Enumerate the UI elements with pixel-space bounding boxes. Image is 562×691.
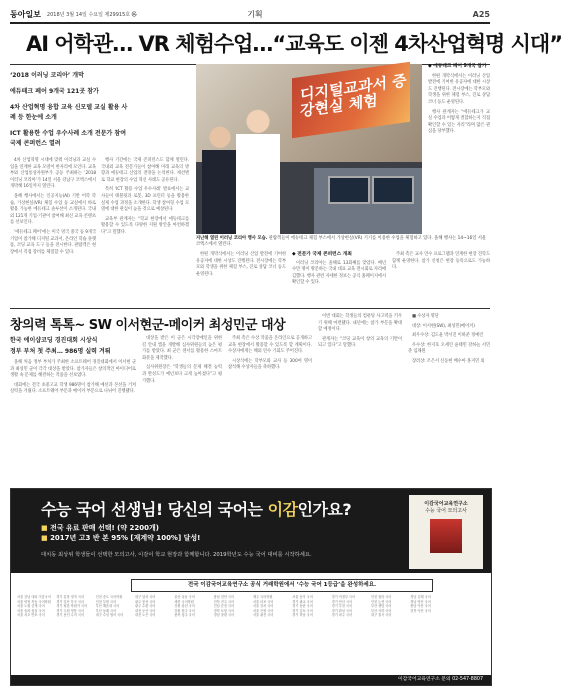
school-entry: 서울 송파 잠실 국어 <box>17 608 45 613</box>
caption-title: 지난해 열린 이러닝 코리아 행사 모습. <box>196 236 268 241</box>
paragraph: 시상식에는 학부모와 교사 등 300여 명이 참석해 수상자들을 축하했다. <box>228 358 312 371</box>
school-entry: 경남 양산 국어 <box>410 599 431 604</box>
ad-title-highlight: 이감 <box>267 500 298 519</box>
school-entry: 강원 원주 국어 <box>174 608 195 613</box>
paragraph: 행사 기간에는 국제 콘퍼런스도 함께 열린다. 국내외 교육 전문가들이 참여해 미래 교육의 방향과 에듀테크 산업의 전망을 논의한다. 세션별로 학교 현장의 수업 혁신 사례도 공유된다. <box>101 158 189 183</box>
school-entry: 대전 둔산 국어 <box>134 608 156 613</box>
school-entry: 경기 용인 수지 국어 <box>56 613 85 618</box>
school-entry: 인천 청라 국어 <box>370 595 392 599</box>
ad-title-text: 인가요? <box>297 500 352 519</box>
ad-book <box>409 495 483 569</box>
school-entry: 서울 동작 국어 <box>292 595 313 599</box>
paragraph: 최우수상: 김도윤 박서진 이하준 정예린 <box>412 333 484 339</box>
deck-line: 한국 에이샵코딩 경진대회 시상식 <box>10 337 98 344</box>
deck-line: 에듀테크 페어 9개국 121곳 참가 <box>10 88 99 95</box>
school-entry: 충남 천안 국어 <box>213 595 235 599</box>
school-entry: 경기 동탄 국어 <box>292 604 313 609</box>
school-entry: 경기 화성 국어 <box>331 608 353 613</box>
school-entry: 광주 수완 국어 <box>134 604 156 609</box>
paragraph: 특히 ‘ICT 활용 수업 우수사례’ 발표에서는 교사들이 태블릿과 로봇, 3D 프린터 등을 활용한 실제 수업 과정을 소개한다. 학생 참여형 수업 모델에 대한 관심이 높을 것으로 예상된다. <box>101 187 189 213</box>
paragraph: 행사 관계자는 “에듀테크가 교실 수업과 어떻게 결합하는지 직접 확인할 수 있는 자리”라며 많은 관심을 당부했다. <box>428 109 490 135</box>
article2-column <box>228 336 312 480</box>
school-list <box>17 595 485 671</box>
paragraph: 이러닝 코리아는 올해로 13회째를 맞았다. 매년 수만 명이 방문하는 국내 대표 교육 전시회로 자리매김했다. 행사 관련 자세한 정보는 공식 홈페이지에서 확인할 수 있다. <box>292 260 386 286</box>
ad-title <box>41 497 351 520</box>
screen <box>328 176 370 204</box>
paragraph: 대회에는 전국 초중고교 학생 986명이 참가해 예선과 본선을 거쳐 실력을 겨뤘다. 소프트웨어 부문과 메이커 부문으로 나뉘어 진행됐다. <box>10 382 136 395</box>
article1-deck <box>10 71 128 155</box>
school-entry: 서울 양천 목동 국어학원 <box>17 599 51 604</box>
advertisement <box>10 488 492 686</box>
paragraph: 심사위원장은 “학생들의 문제 해결 능력과 완성도가 예년보다 크게 높아졌다”고 평가했다. <box>142 365 222 384</box>
paragraph: 한편 개막식에서는 이러닝 산업 발전에 기여한 유공자에 대한 시상도 진행된다. 전시장에는 학부모와 학생을 위한 체험 부스, 진로 상담 코너 등도 운영된다. <box>196 252 286 277</box>
issue-info: 2018년 3월 14일 수요일 제29915호 ㉿ <box>46 11 137 18</box>
school-entry: 전북 익산 국어 <box>410 608 431 613</box>
article2-column <box>408 314 490 480</box>
paragraph: ‘에듀테크 페어’에는 미국 영국 중국 등 9개국 기업이 참가해 디지털 교과서, 온라인 학습 플랫폼, 코딩 교육 도구 등을 전시한다. 관람객은 현장에서 직접 장비를 체험할 수 있다. <box>10 229 96 255</box>
banner-text: 디지털교과서 증강현실 체험 <box>300 71 407 121</box>
paragraph: 주최 측은 교사 연수 프로그램과 연계한 현장 견학도 함께 운영한다. 참가 신청은 현장 등록으로도 가능하다. <box>392 252 490 271</box>
school-entry: 울산 옥동 국어 <box>174 595 195 599</box>
screen <box>372 176 414 204</box>
ad-footer: 이감국어교육연구소 문의 02-547-8807 <box>11 675 491 685</box>
article1-column <box>101 158 189 306</box>
deck-line: ICT 활용한 수업 우수사례 소개 전문가 참여 국제 콘퍼런스 열려 <box>10 130 126 147</box>
school-entry: 경기 하남 국어 <box>292 613 313 618</box>
school-entry: 인천 논현 국어 <box>370 599 392 604</box>
ad-title-text: 수능 국어 선생님! 당신의 국어는 <box>41 500 268 519</box>
school-entry: 서울 강남 대치 이감국어 <box>17 595 51 599</box>
school-entry: 강원 춘천 국어 <box>174 604 195 609</box>
school-entry: 세종 국어학원 <box>174 599 194 604</box>
person <box>234 106 282 234</box>
school-entry: 경기 의정부 국어 <box>331 595 356 599</box>
divider <box>10 308 490 309</box>
photo-banner <box>292 62 410 139</box>
article2-headline: 창의력 톡톡~ SW 이서현군-메이커 최성민군 대상 <box>10 318 286 333</box>
paragraph: 올해 처음 정부 부처가 주최한 소프트웨어 경진대회에서 이서현 군과 최성민 군이 각각 대상을 받았다. 참가자들은 창의적인 아이디어로 생활 속 문제를 해결하는 작품을 선보였다. <box>10 360 136 379</box>
paragraph: 교육부 관계자는 “학교 현장에서 에듀테크를 활용할 수 있도록 다양한 지원 방안을 마련하겠다”고 말했다. <box>101 216 189 235</box>
paragraph: 대상을 받은 이 군은 시각장애인을 위한 길 안내 앱을 개발해 심사위원들의 높은 평가를 받았다. 최 군은 센서를 활용한 스마트 화분을 제작했다. <box>142 336 222 361</box>
article2-deck <box>10 336 136 358</box>
school-entry: 경북 포항 국어 <box>213 608 235 613</box>
school-entry: 서울 은평 국어 <box>252 608 274 613</box>
ad-band: 전국 이감국어교육연구소 공식 거래학원에서 ‘수능 국어 1등급’을 완성하세요. <box>131 579 433 592</box>
book-cover <box>430 519 462 553</box>
masthead <box>10 6 490 24</box>
event-photo <box>196 64 422 234</box>
school-entry: 경기 광교 국어 <box>292 599 313 604</box>
subhead: ◆ 전문가 국제 콘퍼런스 개최 <box>292 252 352 257</box>
school-entry: 제주 국어학원 <box>252 595 273 599</box>
ad-bullets <box>41 523 200 543</box>
page-number: A25 <box>472 9 490 19</box>
school-entry: 대구 달서 국어 <box>134 595 156 599</box>
newspaper-logo: 동아일보 <box>10 8 41 19</box>
ad-bullet: ■ 전국 유료 판매 선택! (약 2200개) <box>41 523 200 533</box>
article1-column <box>10 158 96 306</box>
ad-copy: 대치동 최상위 학생들이 선택한 모의고사, 이감이 학교 현장과 함께합니다. 2019학년도 수능 국어 대비를 시작하세요. <box>41 552 312 558</box>
school-entry: 서울 강서 국어 <box>252 604 274 609</box>
school-entry: 경기 수원 영통 국어 <box>56 608 85 613</box>
article2-column <box>10 360 136 480</box>
ad-banner <box>11 489 491 573</box>
paragraph: 4차 산업혁명 시대에 맞춰 이러닝과 교실 수업을 연계한 교육 모델이 한자리에 모인다. 교육부와 산업통상자원부가 공동 주최하는 ‘2018 이러닝 코리아’가 14일 서울 강남구 코엑스에서 개막해 16일까지 열린다. <box>10 158 96 190</box>
school-entry: 서울 노원 중계 국어 <box>17 604 45 609</box>
school-entry: 인천 송도 국어학원 <box>95 595 123 599</box>
school-entry: 서울 광진 국어 <box>252 613 274 618</box>
school-entry: 서울 마포 국어 <box>252 599 274 604</box>
paragraph: 올해 행사에서는 인공지능(AI) 기반 어학 학습, 가상현실(VR) 체험 수업 등 교실에서 바로 활용 가능한 에듀테크 솔루션이 소개된다. 국내외 121개 기업·기관이 참여해 최신 교육 콘텐츠를 선보인다. <box>10 193 96 226</box>
school-entry: 경기 일산 후곡 국어 <box>56 599 85 604</box>
school-entry: 경기 부천 국어 <box>331 604 353 609</box>
ad-bullet: ■ 2017년 고3 반 본 95% [재계약 100%] 달성! <box>41 533 200 543</box>
deck-line: 정부 부처 첫 주최… 986명 실력 겨뤄 <box>10 348 111 355</box>
school-entry: 부산 센텀 국어 <box>370 604 392 609</box>
paragraph: 대상: 이서현(SW), 최성민(메이커) <box>412 323 475 329</box>
paragraph: 우수상: 한지호 오세린 윤태민 강하늘 서민준 임채원 <box>408 342 490 355</box>
school-entry: 전남 순천 국어 <box>213 604 235 609</box>
paragraph: 관계자는 “코딩 교육이 창의 교육의 기반이 되고 있다”고 말했다. <box>318 336 402 349</box>
caption-body: 관람객들이 에듀테크 체험 부스에서 가상현실(VR) 기기를 이용한 수업을 체험하고 있다. 올해 행사는 14~16일 서울 코엑스에서 열린다. <box>196 236 487 247</box>
school-entry: 대구 수성 범어 국어 <box>95 613 124 618</box>
article2-column <box>142 336 222 480</box>
school-entry: 경남 창원 국어 <box>213 613 235 618</box>
article1-column <box>196 252 286 306</box>
school-entry: 부산 동래 국어 <box>95 608 117 613</box>
paragraph: ■ 수상자 명단 <box>412 314 439 319</box>
school-entry: 경남 김해 국어 <box>410 595 431 599</box>
school-entry: 부산 사하 국어 <box>370 608 392 613</box>
school-entry: 부산 해운대 국어 <box>95 604 120 609</box>
school-entry: 광주 봉선 국어 <box>134 599 156 604</box>
school-entry: 서울 서초 반포 국어 <box>17 613 45 618</box>
paragraph: 이번 대회는 학생들의 컴퓨팅 사고력을 키우기 위해 마련됐다. 내년에는 참가 부문을 확대할 예정이다. <box>318 314 402 333</box>
subhead: ◆ 에듀테크 페어 9개국 참가 <box>428 64 487 69</box>
deck-line: 4차 산업혁명 융합 교육 신모델 교실 활용 사례 등 한눈에 소개 <box>10 104 128 121</box>
paragraph: 한편 개막식에서는 이러닝 산업 발전에 기여한 유공자에 대한 시상도 진행된다. 전시장에는 학부모와 학생을 위한 체험 부스, 진로 상담 코너 등도 운영된다. <box>428 73 490 105</box>
school-entry: 대구 칠곡 국어 <box>370 613 392 618</box>
article1-column <box>292 252 386 306</box>
book-publisher: 이감국어교육연구소 <box>424 501 468 507</box>
article2-column <box>318 314 402 480</box>
school-entry: 경기 평촌 학원가 국어 <box>56 604 88 609</box>
paragraph: 장려상: 조은서 신동현 배수아 홍지민 외 <box>412 358 485 364</box>
article1-column <box>392 252 490 306</box>
article1-column <box>428 64 490 232</box>
article1-headline: AI 어학관… VR 체험수업…“교육도 이젠 4차산업혁명 시대” <box>26 32 562 56</box>
school-entry: 충남 아산 국어 <box>410 604 431 609</box>
book-title: 수능 국어 모의고사 <box>425 508 467 514</box>
section-label: 기획 <box>247 9 263 19</box>
school-entry: 경기 김포 국어 <box>292 608 313 613</box>
school-entry: 경기 안산 국어 <box>331 599 353 604</box>
school-entry: 경기 파주 국어 <box>331 613 353 618</box>
school-entry: 전북 전주 국어 <box>213 599 235 604</box>
school-entry: 충북 청주 국어 <box>174 613 195 618</box>
photo-caption <box>196 236 486 248</box>
school-entry: 인천 부평 국어 <box>95 599 117 604</box>
paragraph: 주최 측은 수상 작품을 온라인으로 공개하고 교육 현장에서 활용할 수 있도록 할 계획이다. 수상자에게는 해외 연수 기회도 주어진다. <box>228 336 312 355</box>
school-entry: 경기 분당 정자 국어 <box>56 595 85 599</box>
school-entry: 대전 노은 국어 <box>134 613 156 618</box>
deck-line: ‘2018 이러닝 코리아’ 개막 <box>10 72 84 79</box>
